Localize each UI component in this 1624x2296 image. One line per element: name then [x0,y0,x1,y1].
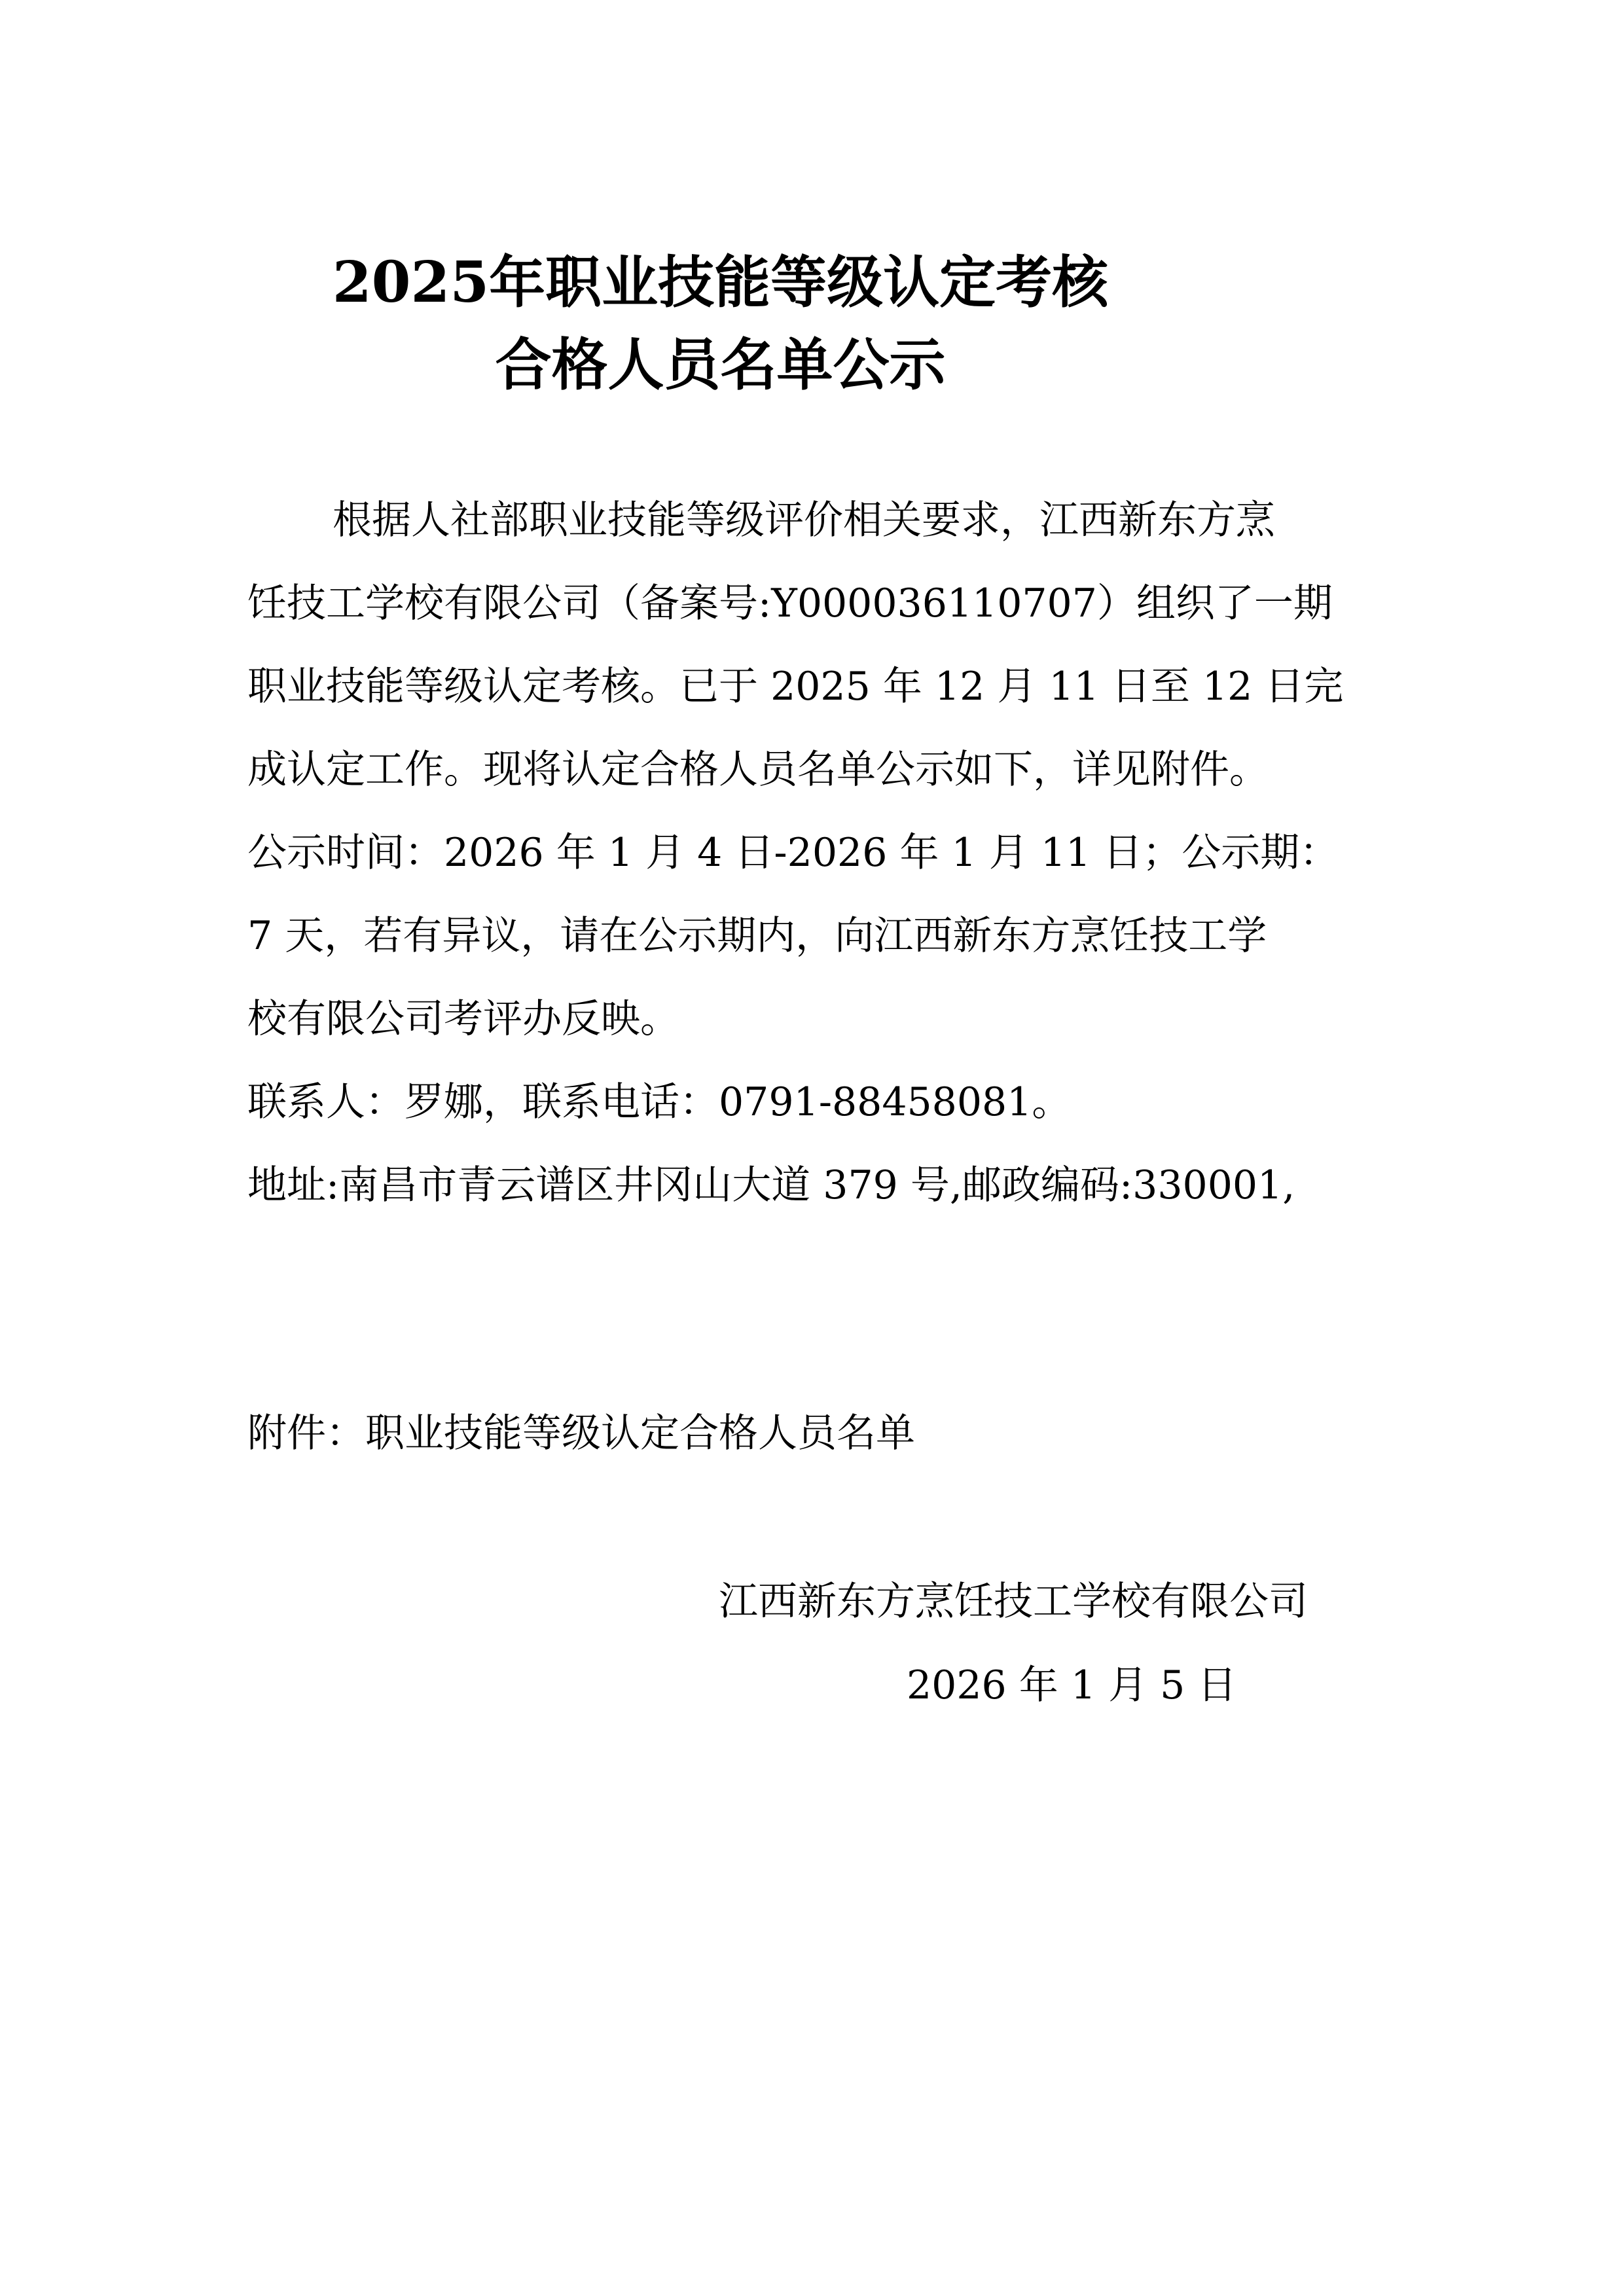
attachment-line: 附件：职业技能等级认定合格人员名单 [247,1410,915,1456]
address-line: 地址:南昌市青云谱区井冈山大道 379 号,邮政编码:330001, [247,1162,1295,1208]
body-line-1: 根据人社部职业技能等级评价相关要求，江西新东方烹 [333,497,1275,543]
body-line-5: 公示时间：2026 年 1 月 4 日-2026 年 1 月 11 日；公示期： [247,830,1339,876]
body-line-2: 饪技工学校有限公司（备案号:Y000036110707）组织了一期 [247,581,1333,626]
document-title-line-2: 合格人员名单公示 [495,332,946,398]
signature-organization: 江西新东方烹饪技工学校有限公司 [719,1579,1308,1624]
body-line-6: 7 天，若有异议，请在公示期内，向江西新东方烹饪技工学 [247,913,1267,959]
contact-line: 联系人：罗娜，联系电话：0791-88458081。 [247,1079,1072,1125]
body-line-3: 职业技能等级认定考核。已于 2025 年 12 月 11 日至 12 日完 [247,664,1344,709]
body-line-4: 成认定工作。现将认定合格人员名单公示如下，详见附件。 [247,747,1269,793]
body-line-7: 校有限公司考评办反映。 [247,996,679,1042]
signature-date: 2026 年 1 月 5 日 [907,1662,1237,1708]
document-title-line-1: 2025年职业技能等级认定考核 [332,249,1109,315]
